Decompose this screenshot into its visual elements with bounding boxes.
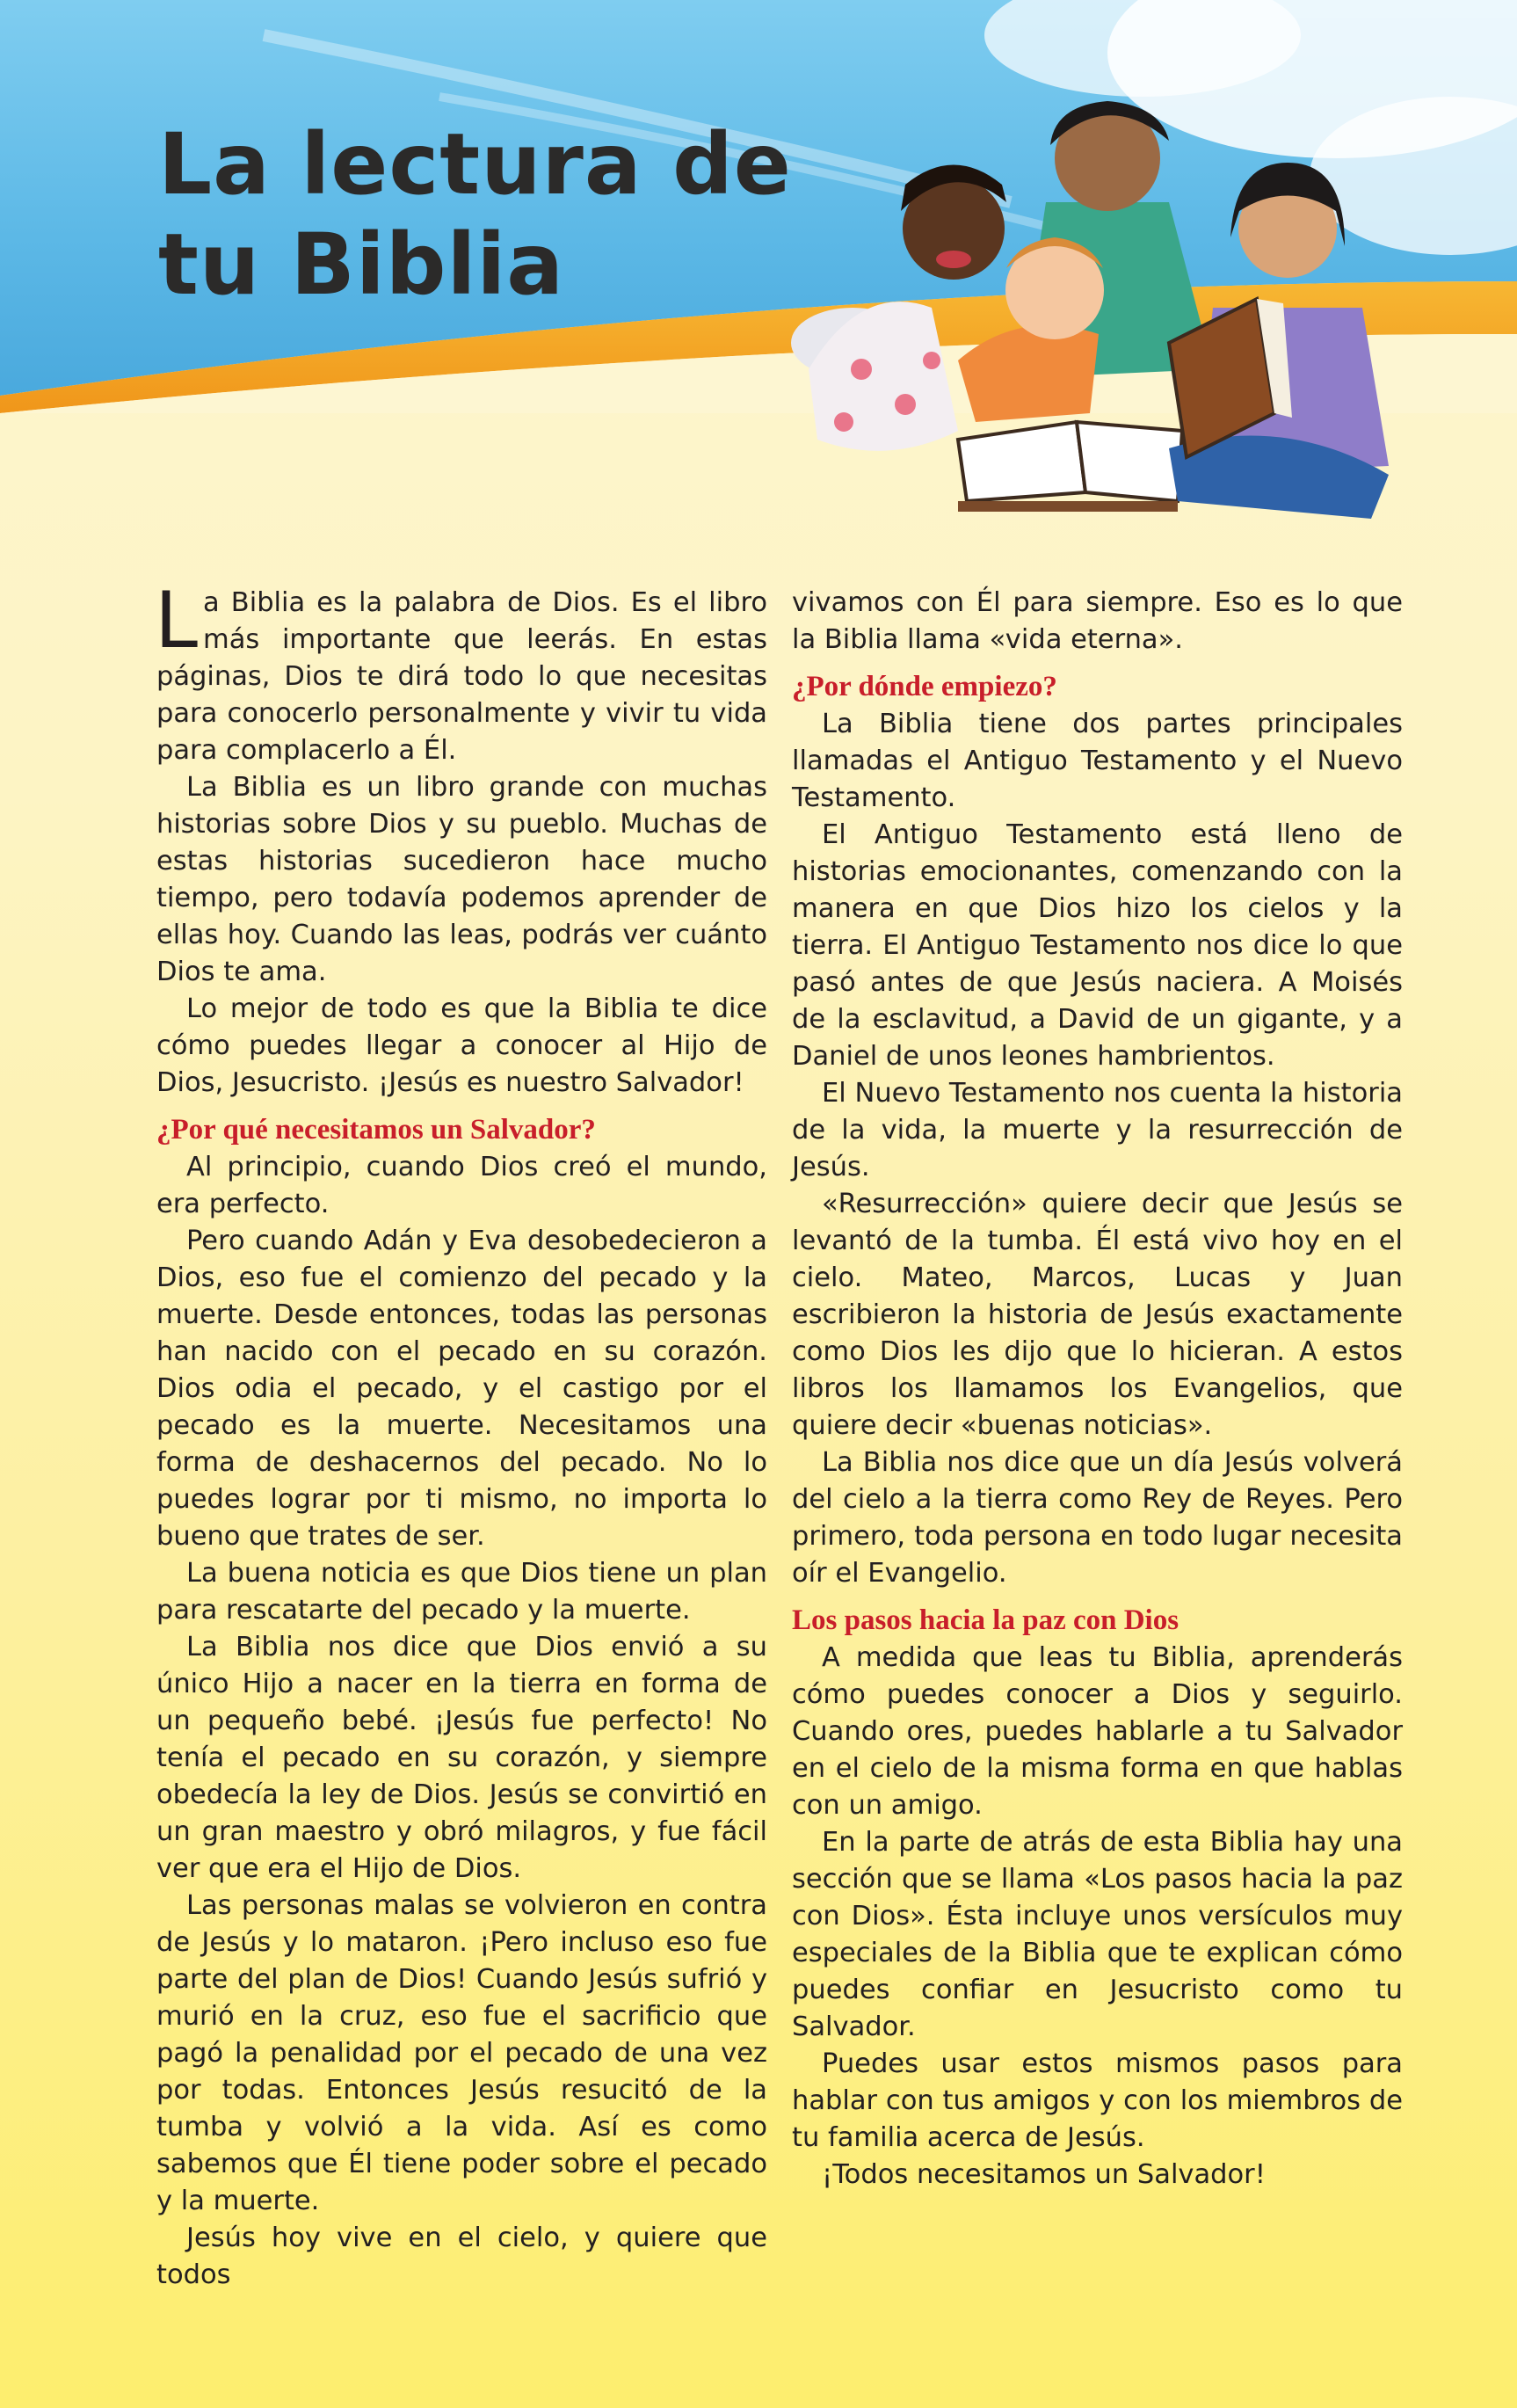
paragraph: La Biblia tiene dos partes principales llamadas el Antiguo Testamento y el Nuevo Testamento.	[792, 709, 1403, 813]
paragraph: En la parte de atrás de esta Biblia hay una sección que se llama «Los pasos hacia la paz con Dios». Ésta incluye unos versículos muy especiales de la Biblia que te explican cómo puedes confiar en Jesucristo como tu Salvador.	[792, 1827, 1403, 2042]
paragraph: ¡Todos necesitamos un Salvador!	[822, 2159, 1266, 2190]
paragraph: Puedes usar estos mismos pasos para hablar con tus amigos y con los miembros de tu familia acerca de Jesús.	[792, 2048, 1403, 2153]
paragraph: La Biblia es un libro grande con muchas historias sobre Dios y su pueblo. Muchas de estas historias sucedieron hace mucho tiempo, pero todavía podemos aprender de ellas hoy. Cuando las leas, podrás ver cuánto Dios te ama.	[156, 772, 767, 987]
page-title	[158, 114, 792, 315]
paragraph: Las personas malas se volvieron en contra de Jesús y lo mataron. ¡Pero incluso eso fue parte del plan de Dios! Cuando Jesús sufrió y murió en la cruz, eso fue el sacrificio que pagó la penalidad por el pecado de una vez por todas. Entonces Jesús resucitó de la tumba y volvió a la vida. Así es como sabemos que Él tiene poder sobre el pecado y la muerte.	[156, 1890, 767, 2216]
paragraph: El Nuevo Testamento nos cuenta la historia de la vida, la muerte y la resurrección de Jesús.	[792, 1078, 1403, 1182]
paragraph: La Biblia nos dice que Dios envió a su único Hijo a nacer en la tierra en forma de un pequeño bebé. ¡Jesús fue perfecto! No tenía el pecado en su corazón, y siempre obedecía la ley de Dios. Jesús se convirtió en un gran maestro y obró milagros, y fue fácil ver que era el Hijo de Dios.	[156, 1632, 767, 1884]
title-line-1: La lectura de	[158, 115, 792, 214]
intro-paragraph	[155, 575, 767, 769]
paragraph: Al principio, cuando Dios creó el mundo, era perfecto.	[156, 1152, 767, 1219]
paragraph: A medida que leas tu Biblia, aprenderás cómo puedes conocer a Dios y seguirlo. Cuando ores, puedes hablarle a tu Salvador en el cielo de la misma forma en que hablas con un amigo.	[792, 1642, 1403, 1821]
paragraph: vivamos con Él para siempre. Eso es lo que la Biblia llama «vida eterna».	[792, 587, 1403, 655]
section-heading: ¿Por dónde empiezo?	[792, 671, 1057, 702]
paragraph: El Antiguo Testamento está lleno de historias emocionantes, comenzando con la manera en que Dios hizo los cielos y la tierra. El Antiguo Testamento nos dice lo que pasó antes de que Jesús naciera. A Moisés de la esclavitud, a David de un gigante, y a Daniel de unos leones hambrientos.	[792, 819, 1403, 1072]
paragraph: Jesús hoy vive en el cielo, y quiere que todos	[156, 2222, 767, 2290]
children-reading-illustration	[756, 79, 1477, 536]
right-column	[792, 585, 1403, 2193]
paragraph: Lo mejor de todo es que la Biblia te dice cómo puedes llegar a conocer al Hijo de Dios, Jesucristo. ¡Jesús es nuestro Salvador!	[156, 993, 767, 1098]
section-heading: Los pasos hacia la paz con Dios	[792, 1604, 1179, 1636]
section-heading: ¿Por qué necesitamos un Salvador?	[156, 1114, 596, 1146]
paragraph: La buena noticia es que Dios tiene un plan para rescatarte del pecado y la muerte.	[156, 1558, 767, 1626]
paragraph: La Biblia nos dice que un día Jesús volverá del cielo a la tierra como Rey de Reyes. Pero primero, toda persona en todo lugar necesita oír el Evangelio.	[792, 1447, 1403, 1589]
title-line-2: tu Biblia	[158, 215, 565, 314]
paragraph: «Resurrección» quiere decir que Jesús se levantó de la tumba. Él está vivo hoy en el cielo. Mateo, Marcos, Lucas y Juan escribieron la historia de Jesús exactamente como Dios les dijo que lo hicieran. A estos libros los llamamos los Evangelios, que quiere decir «buenas noticias».	[792, 1189, 1403, 1441]
paragraph-text: a Biblia es la palabra de Dios. Es el libro más importante que leerás. En estas páginas, Dios te dirá todo lo que necesitas para conocerlo personalmente y vivir tu vida para complacerlo a Él.	[156, 587, 767, 766]
left-column	[155, 575, 767, 2294]
drop-cap: L	[155, 575, 199, 666]
paragraph: Pero cuando Adán y Eva desobedecieron a Dios, eso fue el comienzo del pecado y la muerte. Desde entonces, todas las personas han nacido con el pecado en su corazón. Dios odia el pecado, y el castigo por el pecado es la muerte. Necesitamos una forma de deshacernos del pecado. No lo puedes lograr por ti mismo, no importa lo bueno que trates de ser.	[156, 1226, 767, 1552]
